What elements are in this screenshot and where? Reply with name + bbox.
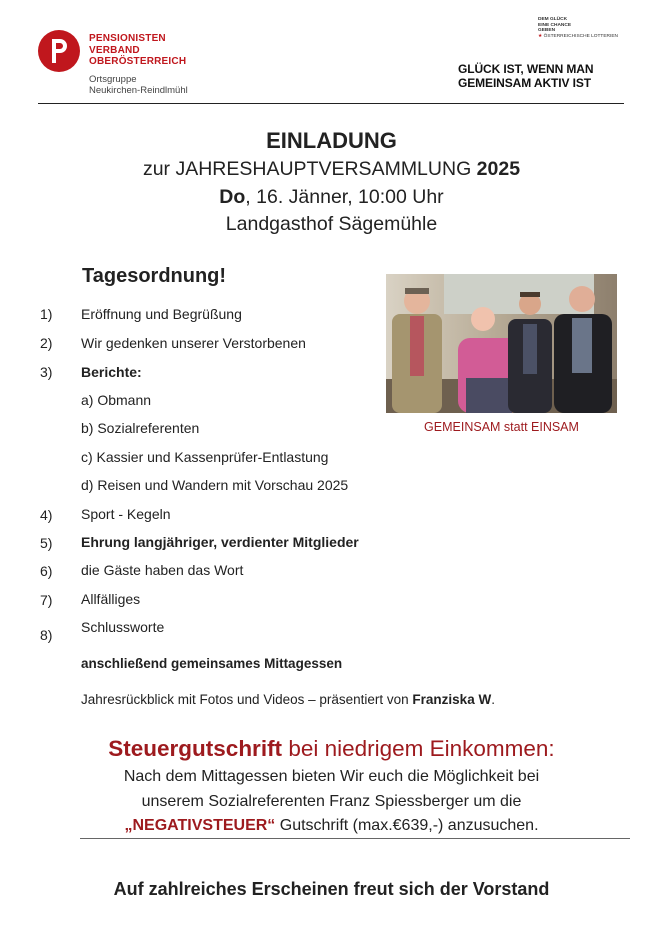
- lotterien-logo: DEM GLÜCK EINE CHANCE GEBEN ★ ÖSTERREICHISCHE LOTTERIEN: [538, 17, 619, 39]
- agenda-number: 2): [40, 335, 53, 351]
- star-icon: ★: [538, 33, 543, 39]
- tax-heading: Steuergutschrift bei niedrigem Einkommen:: [108, 736, 555, 761]
- agenda-item: Berichte:: [81, 364, 142, 380]
- agenda-item: Allfälliges: [81, 591, 141, 607]
- agenda-subitem: d) Reisen und Wandern mit Vorschau 2025: [81, 477, 349, 493]
- lunch-note: anschließend gemeinsames Mittagessen: [81, 656, 343, 671]
- group-photo-illustration: [386, 274, 617, 413]
- agenda-number: 8): [40, 627, 53, 643]
- agenda-number: 3): [40, 364, 53, 380]
- photo-caption: GEMEINSAM statt EINSAM: [424, 420, 579, 434]
- ortsgruppe: Ortsgruppe Neukirchen-Reindlmühl: [89, 74, 188, 96]
- agenda-item: die Gäste haben das Wort: [81, 562, 244, 578]
- header-divider: [38, 103, 624, 104]
- agenda-subitem: b) Sozialreferenten: [81, 420, 200, 436]
- tax-text-line-1: Nach dem Mittagessen bieten Wir euch die Möglichkeit bei: [123, 768, 540, 785]
- group-photo: [386, 274, 617, 413]
- agenda-number: 6): [40, 563, 53, 579]
- agenda-subitem: a) Obmann: [81, 392, 152, 408]
- agenda-item: Schlussworte: [81, 619, 165, 635]
- agenda-item: Eröffnung und Begrüßung: [81, 306, 242, 322]
- agenda-item: Wir gedenken unserer Verstorbenen: [81, 335, 306, 351]
- tax-text-line-3: „NEGATIVSTEUER“ Gutschrift (max.€639,-) anzusuchen.: [124, 817, 539, 834]
- annual-review-note: Jahresrückblick mit Fotos und Videos – präsentiert von Franziska W.: [81, 692, 495, 707]
- agenda-number: 4): [40, 507, 53, 523]
- agenda-subitem: c) Kassier und Kassenprüfer-Entlastung: [81, 449, 329, 465]
- slogan: GLÜCK IST, WENN MAN GEMEINSAM AKTIV IST: [458, 62, 594, 90]
- agenda-heading: Tagesordnung!: [82, 265, 227, 287]
- agenda-item: Ehrung langjähriger, verdienter Mitglieder: [81, 534, 359, 550]
- tax-text-line-2: unserem Sozialreferenten Franz Spiessberger um die: [141, 793, 522, 810]
- closing-line: Auf zahlreiches Erscheinen freut sich der Vorstand: [113, 879, 550, 899]
- page-title: EINLADUNG: [266, 128, 397, 153]
- tax-divider: [80, 838, 630, 839]
- event-subtitle: zur JAHRESHAUPTVERSAMMLUNG 2025: [142, 158, 521, 180]
- agenda-item: Sport - Kegeln: [81, 506, 171, 522]
- agenda-number: 1): [40, 306, 53, 322]
- logo-p-glyph-icon: [50, 37, 68, 65]
- agenda-number: 5): [40, 535, 53, 551]
- logo-wordmark: PENSIONISTEN VERBAND OBERÖSTERREICH: [89, 33, 187, 67]
- event-date: Do, 16. Jänner, 10:00 Uhr: [219, 186, 444, 208]
- event-venue: Landgasthof Sägemühle: [225, 213, 438, 235]
- agenda-number: 7): [40, 592, 53, 608]
